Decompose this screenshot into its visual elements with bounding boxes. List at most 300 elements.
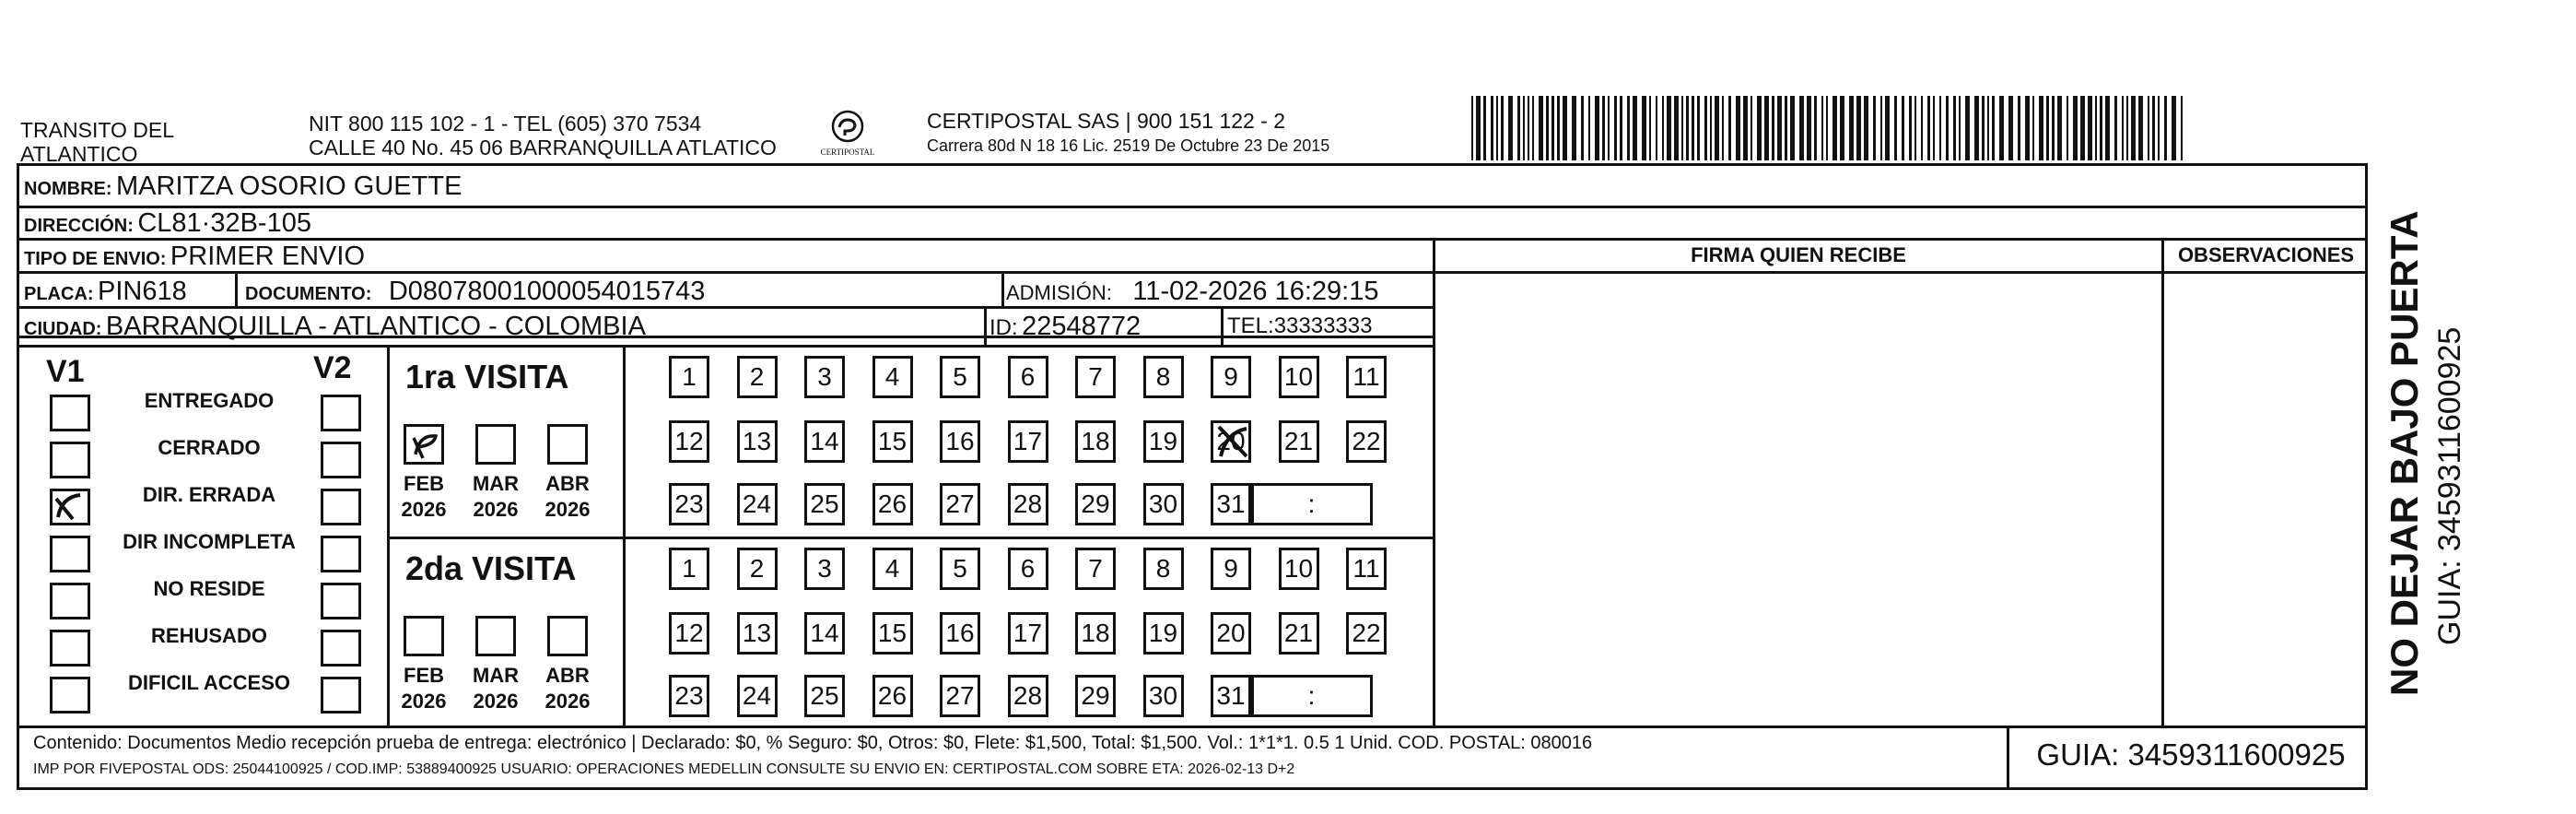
day-number: 18: [1081, 619, 1110, 647]
firma-label: FIRMA QUIEN RECIBE: [1691, 243, 1906, 266]
month-year: 2026: [473, 498, 519, 521]
month-name: ABR: [545, 664, 590, 687]
barcode: [1471, 96, 2190, 160]
visit-title: 2da VISITA: [405, 549, 577, 587]
month-checkbox[interactable]: [404, 424, 444, 465]
day-box[interactable]: [669, 612, 709, 655]
sender-address: CALLE 40 No. 45 06 BARRANQUILLA ATLATICO: [309, 136, 777, 159]
day-box[interactable]: [669, 548, 709, 590]
day-number: 1: [682, 362, 697, 391]
day-box[interactable]: [940, 420, 980, 463]
barcode-bar: [1927, 96, 1930, 160]
v1-checkbox[interactable]: [50, 677, 90, 714]
day-box[interactable]: [1346, 420, 1387, 463]
barcode-bar: [2138, 96, 2143, 160]
day-box[interactable]: [1143, 420, 1184, 463]
day-box[interactable]: [669, 420, 709, 463]
month-label: [535, 663, 600, 714]
sender-line-1: TRANSITO DEL: [20, 118, 174, 142]
month-label: [535, 471, 600, 523]
day-number: 2: [749, 554, 765, 583]
day-number: 22: [1352, 427, 1381, 455]
day-number: 20: [1216, 427, 1246, 455]
v2-checkbox[interactable]: [321, 442, 361, 478]
v2-checkbox[interactable]: [321, 677, 361, 714]
day-number: 13: [742, 619, 772, 647]
month-checkbox[interactable]: [404, 616, 444, 656]
month-name: MAR: [472, 664, 520, 687]
day-number: 23: [674, 490, 704, 518]
day-box[interactable]: [737, 420, 778, 463]
column-divider: [623, 537, 626, 726]
status-reason-label: DIR INCOMPLETA: [123, 530, 296, 553]
id-label: ID:: [989, 315, 1018, 340]
barcode-bar: [1736, 96, 1740, 160]
day-number: 13: [742, 427, 772, 455]
side-guia-text: GUIA: 3459311600925: [2432, 326, 2467, 645]
signature-area[interactable]: [1435, 271, 2161, 726]
barcode-bar: [2095, 96, 2097, 160]
day-number: 17: [1013, 619, 1043, 647]
day-box[interactable]: [1279, 548, 1319, 590]
day-number: 3: [817, 362, 832, 391]
day-box[interactable]: [1211, 675, 1251, 717]
day-box[interactable]: [940, 675, 980, 717]
month-label: [463, 663, 528, 714]
day-box[interactable]: [1008, 548, 1048, 590]
day-number: 2: [749, 362, 765, 391]
placa-label: PLACA:: [24, 284, 94, 304]
day-box[interactable]: [1211, 420, 1251, 463]
barcode-bar: [2148, 96, 2149, 160]
column-divider: [1221, 308, 1224, 345]
barcode-bar: [2181, 96, 2183, 160]
v2-checkbox[interactable]: [321, 583, 361, 619]
day-box[interactable]: [737, 483, 778, 525]
sender-line-2: ATLANTICO: [20, 142, 138, 166]
barcode-bar: [1649, 96, 1651, 160]
barcode-bar: [2126, 96, 2128, 160]
day-box[interactable]: [1008, 483, 1048, 525]
barcode-bar: [1471, 96, 1473, 160]
barcode-bar: [1551, 96, 1554, 160]
barcode-bar: [1517, 96, 1520, 160]
day-number: 1: [682, 554, 697, 583]
status-reason-label: CERRADO: [158, 436, 261, 459]
day-number: 5: [953, 554, 967, 583]
tel-label: TEL:: [1227, 313, 1274, 338]
day-box[interactable]: [804, 612, 845, 655]
month-checkbox[interactable]: [547, 424, 588, 465]
barcode-bar: [1799, 96, 1804, 160]
day-box[interactable]: [1211, 356, 1251, 398]
barcode-bar: [2158, 96, 2160, 160]
barcode-bar: [2018, 96, 2020, 160]
day-number: 6: [1020, 554, 1036, 583]
day-number: 17: [1013, 427, 1043, 455]
month-name: FEB: [404, 472, 444, 495]
day-number: 15: [877, 427, 907, 455]
barcode-bar: [1894, 96, 1897, 160]
barcode-bar: [1821, 96, 1823, 160]
month-checkbox[interactable]: [547, 616, 588, 656]
logo-text: CERTIPOSTAL: [820, 147, 875, 157]
visit-title: 1ra VISITA: [405, 358, 569, 395]
day-box[interactable]: [1075, 483, 1116, 525]
barcode-bar: [1496, 96, 1498, 160]
row-divider: [17, 206, 2368, 208]
day-number: 4: [884, 362, 900, 391]
barcode-bar: [2008, 96, 2013, 160]
barcode-bar: [2088, 96, 2092, 160]
day-box[interactable]: [1211, 612, 1251, 655]
day-number: 5: [953, 362, 967, 391]
status-reason-label: REHUSADO: [151, 624, 267, 647]
documento-row: [245, 277, 705, 307]
month-label: [463, 471, 528, 523]
barcode-bar: [1921, 96, 1923, 160]
day-box[interactable]: [872, 420, 913, 463]
day-number: 21: [1283, 619, 1314, 647]
day-box[interactable]: [940, 356, 980, 398]
day-box[interactable]: [1143, 548, 1184, 590]
day-number: 24: [742, 681, 772, 710]
day-box[interactable]: [1143, 356, 1184, 398]
barcode-bar: [1728, 96, 1731, 160]
day-number: 9: [1224, 362, 1238, 391]
v1-checkbox[interactable]: [50, 536, 90, 572]
barcode-bar: [1557, 96, 1560, 160]
footer-contenido: Contenido: Documentos Medio recepción prueba de entrega: electrónico | Declarado: $0, % Seguro: $0, Otros: $0, Flete: $1,500, Total: $1,500. Vol.: 1*1*1. 0.5 1 Unid. COD. POSTAL: 080016: [33, 733, 1593, 753]
barcode-bar: [1642, 96, 1646, 160]
v1-checkbox[interactable]: [50, 583, 90, 619]
barcode-bar: [1581, 96, 1584, 160]
day-box[interactable]: [940, 483, 980, 525]
column-divider: [1001, 271, 1004, 308]
barcode-bar: [2046, 96, 2049, 160]
day-box[interactable]: [1075, 356, 1116, 398]
day-number: 27: [945, 681, 975, 710]
day-number: 26: [877, 681, 907, 710]
tipo-value: PRIMER ENVIO: [170, 242, 366, 271]
nombre-label: NOMBRE:: [24, 179, 112, 199]
day-box[interactable]: [1346, 548, 1387, 590]
v2-checkbox[interactable]: [321, 489, 361, 525]
tipo-label: TIPO DE ENVIO:: [24, 249, 167, 269]
day-number: 9: [1224, 554, 1238, 583]
month-year: 2026: [544, 498, 591, 521]
barcode-bar: [1946, 96, 1949, 160]
barcode-bar: [1757, 96, 1762, 160]
day-box[interactable]: [669, 356, 709, 398]
day-box[interactable]: [1008, 420, 1048, 463]
status-reason-label: NO RESIDE: [153, 577, 265, 600]
documento-value: D08078001000054015743: [388, 277, 706, 306]
day-box[interactable]: [872, 612, 913, 655]
ciudad-label: CIUDAD:: [24, 319, 102, 339]
direccion-label: DIRECCIÓN:: [24, 216, 134, 236]
footer-divider: [17, 726, 2368, 728]
day-box[interactable]: [1143, 612, 1184, 655]
visit-time-box[interactable]: :: [1251, 483, 1373, 525]
day-number: 7: [1088, 362, 1103, 391]
day-box[interactable]: [804, 356, 845, 398]
barcode-bar: [1710, 96, 1712, 160]
day-box[interactable]: [1211, 548, 1251, 590]
day-number: 11: [1352, 554, 1380, 583]
day-number: 23: [674, 681, 704, 710]
barcode-bar: [1873, 96, 1876, 160]
day-box[interactable]: [1075, 675, 1116, 717]
v1-checkbox[interactable]: [50, 442, 90, 478]
side-text: [2370, 166, 2471, 701]
direccion-row: [24, 208, 311, 239]
barcode-bar: [1959, 96, 1961, 160]
barcode-bar: [1523, 96, 1525, 160]
day-box[interactable]: [804, 675, 845, 717]
day-number: 20: [1216, 619, 1246, 647]
month-checkbox[interactable]: [475, 616, 516, 656]
barcode-bar: [1909, 96, 1912, 160]
column-divider: [623, 345, 626, 537]
barcode-bar: [1662, 96, 1664, 160]
day-number: 10: [1283, 362, 1314, 391]
barcode-bar: [1539, 96, 1543, 160]
documento-label: DOCUMENTO:: [245, 284, 372, 304]
nombre-row: [24, 171, 462, 202]
company-license: Carrera 80d N 18 16 Lic. 2519 De Octubre 23 De 2015: [927, 136, 1330, 155]
v1-checkbox[interactable]: [50, 630, 90, 667]
day-box[interactable]: [1143, 675, 1184, 717]
day-number: 12: [674, 619, 704, 647]
day-number: 21: [1283, 427, 1314, 455]
barcode-bar: [1743, 96, 1748, 160]
barcode-bar: [1992, 96, 1995, 160]
day-box[interactable]: [1279, 612, 1319, 655]
day-box[interactable]: [1008, 612, 1048, 655]
barcode-bar: [1608, 96, 1610, 160]
barcode-bar: [2039, 96, 2043, 160]
barcode-bar: [2100, 96, 2102, 160]
day-box[interactable]: [940, 548, 980, 590]
barcode-bar: [2114, 96, 2117, 160]
day-number: 24: [742, 490, 772, 518]
barcode-bar: [1785, 96, 1787, 160]
nombre-value: MARITZA OSORIO GUETTE: [116, 171, 463, 201]
day-number: 18: [1081, 427, 1110, 455]
barcode-bar: [1704, 96, 1707, 160]
observaciones-label: OBSERVACIONES: [2177, 243, 2355, 266]
barcode-bar: [1722, 96, 1724, 160]
observaciones-area[interactable]: [2164, 271, 2368, 726]
barcode-bar: [2152, 96, 2155, 160]
barcode-bar: [1807, 96, 1811, 160]
admision-value: 11-02-2026 16:29:15: [1132, 277, 1379, 306]
day-number: 29: [1081, 490, 1110, 518]
v2-checkbox[interactable]: [321, 536, 361, 572]
visit-divider: [387, 537, 1434, 539]
footer-column-divider: [2007, 726, 2009, 790]
day-box[interactable]: [940, 612, 980, 655]
month-year: 2026: [473, 690, 519, 713]
barcode-bar: [1772, 96, 1774, 160]
month-checkbox[interactable]: [475, 424, 516, 465]
month-name: MAR: [472, 472, 520, 495]
barcode-bar: [1715, 96, 1719, 160]
barcode-bar: [1933, 96, 1935, 160]
barcode-bar: [1476, 96, 1481, 160]
v2-checkbox[interactable]: [321, 630, 361, 667]
barcode-bar: [1633, 96, 1637, 160]
footer-guia: GUIA: 3459311600925: [2036, 737, 2346, 772]
placa-value: PIN618: [98, 277, 187, 306]
status-reason-label: DIR. ERRADA: [142, 483, 276, 506]
day-box[interactable]: [1346, 356, 1387, 398]
v2-checkbox[interactable]: [321, 395, 361, 431]
barcode-bar: [1614, 96, 1617, 160]
barcode-bar: [1965, 96, 1970, 160]
column-divider: [984, 308, 987, 345]
visit-time-box[interactable]: :: [1251, 675, 1373, 717]
row-divider: [17, 345, 1435, 348]
day-box[interactable]: [1008, 675, 1048, 717]
day-number: 28: [1013, 490, 1043, 518]
barcode-bar: [1656, 96, 1657, 160]
barcode-bar: [1595, 96, 1599, 160]
day-number: 14: [810, 427, 839, 455]
barcode-bar: [1692, 96, 1694, 160]
day-box[interactable]: [804, 420, 845, 463]
barcode-bar: [1939, 96, 1941, 160]
barcode-bar: [2122, 96, 2124, 160]
month-label: [392, 471, 456, 523]
direccion-value: CL81·32B-105: [137, 208, 311, 238]
day-box[interactable]: [737, 612, 778, 655]
day-number: 12: [674, 427, 704, 455]
day-number: 31: [1216, 490, 1246, 518]
month-year: 2026: [401, 690, 447, 713]
day-box[interactable]: [804, 548, 845, 590]
day-box[interactable]: [1075, 548, 1116, 590]
certipostal-logo: [811, 109, 884, 162]
day-box[interactable]: [872, 356, 913, 398]
barcode-bar: [1864, 96, 1868, 160]
barcode-bar: [2073, 96, 2078, 160]
day-box[interactable]: [1075, 612, 1116, 655]
barcode-bar: [1572, 96, 1576, 160]
admision-label: ADMISIÓN:: [1006, 281, 1112, 304]
barcode-bar: [2164, 96, 2167, 160]
day-number: 30: [1148, 490, 1178, 518]
barcode-bar: [1856, 96, 1861, 160]
day-box[interactable]: [669, 675, 709, 717]
barcode-bar: [1902, 96, 1904, 160]
day-number: 15: [877, 619, 907, 647]
day-number: 25: [810, 681, 839, 710]
day-box[interactable]: [737, 356, 778, 398]
tel-row: [1227, 313, 1372, 339]
barcode-bar: [1674, 96, 1679, 160]
barcode-bar: [1751, 96, 1752, 160]
barcode-bar: [1620, 96, 1622, 160]
barcode-bar: [1681, 96, 1683, 160]
month-label: [392, 663, 456, 714]
barcode-bar: [1914, 96, 1916, 160]
v1-checkbox[interactable]: [50, 489, 90, 525]
placa-row: [24, 277, 187, 307]
day-number: 7: [1088, 554, 1103, 583]
day-box[interactable]: [1279, 420, 1319, 463]
day-box[interactable]: [1143, 483, 1184, 525]
barcode-bar: [2025, 96, 2030, 160]
day-number: 22: [1352, 619, 1381, 647]
barcode-bar: [1885, 96, 1890, 160]
day-box[interactable]: [872, 548, 913, 590]
day-box[interactable]: [737, 675, 778, 717]
v1-checkbox[interactable]: [50, 395, 90, 431]
day-box[interactable]: [737, 548, 778, 590]
day-box[interactable]: [1346, 612, 1387, 655]
barcode-bar: [1832, 96, 1837, 160]
barcode-bar: [1686, 96, 1689, 160]
day-number: 25: [810, 490, 839, 518]
day-number: 3: [817, 554, 832, 583]
day-number: 19: [1148, 427, 1178, 455]
barcode-bar: [1987, 96, 1989, 160]
sender-name: [20, 118, 174, 166]
barcode-bar: [1777, 96, 1782, 160]
tipo-row: [24, 242, 365, 272]
barcode-bar: [1974, 96, 1979, 160]
day-number: 6: [1020, 362, 1036, 391]
barcode-bar: [2131, 96, 2136, 160]
day-box[interactable]: [872, 675, 913, 717]
barcode-bar: [1602, 96, 1605, 160]
row-divider: [17, 238, 2368, 241]
v2-header: V2: [313, 350, 352, 385]
day-number: 16: [945, 619, 975, 647]
day-box[interactable]: [1211, 483, 1251, 525]
day-box[interactable]: [872, 483, 913, 525]
day-number: 26: [877, 490, 907, 518]
admision-row: [1006, 277, 1379, 307]
month-name: ABR: [545, 472, 590, 495]
day-number: 11: [1352, 362, 1380, 391]
month-name: FEB: [404, 664, 444, 687]
barcode-bar: [1790, 96, 1795, 160]
month-year: 2026: [544, 690, 591, 713]
barcode-bar: [1764, 96, 1769, 160]
id-row: [989, 312, 1141, 342]
day-box[interactable]: [1008, 356, 1048, 398]
day-box[interactable]: [1279, 356, 1319, 398]
day-number: 4: [884, 554, 900, 583]
company-name: CERTIPOSTAL SAS | 900 151 122 - 2: [927, 109, 1286, 133]
barcode-bar: [1849, 96, 1854, 160]
day-box[interactable]: [804, 483, 845, 525]
tel-value: 33333333: [1273, 313, 1373, 338]
day-number: 31: [1216, 681, 1246, 710]
barcode-bar: [1840, 96, 1844, 160]
day-number: 28: [1013, 681, 1043, 710]
barcode-bar: [1528, 96, 1529, 160]
barcode-bar: [2067, 96, 2068, 160]
status-reason-label: ENTREGADO: [144, 389, 275, 412]
day-box[interactable]: [1075, 420, 1116, 463]
barcode-bar: [1563, 96, 1567, 160]
day-box[interactable]: [669, 483, 709, 525]
barcode-bar: [1697, 96, 1700, 160]
